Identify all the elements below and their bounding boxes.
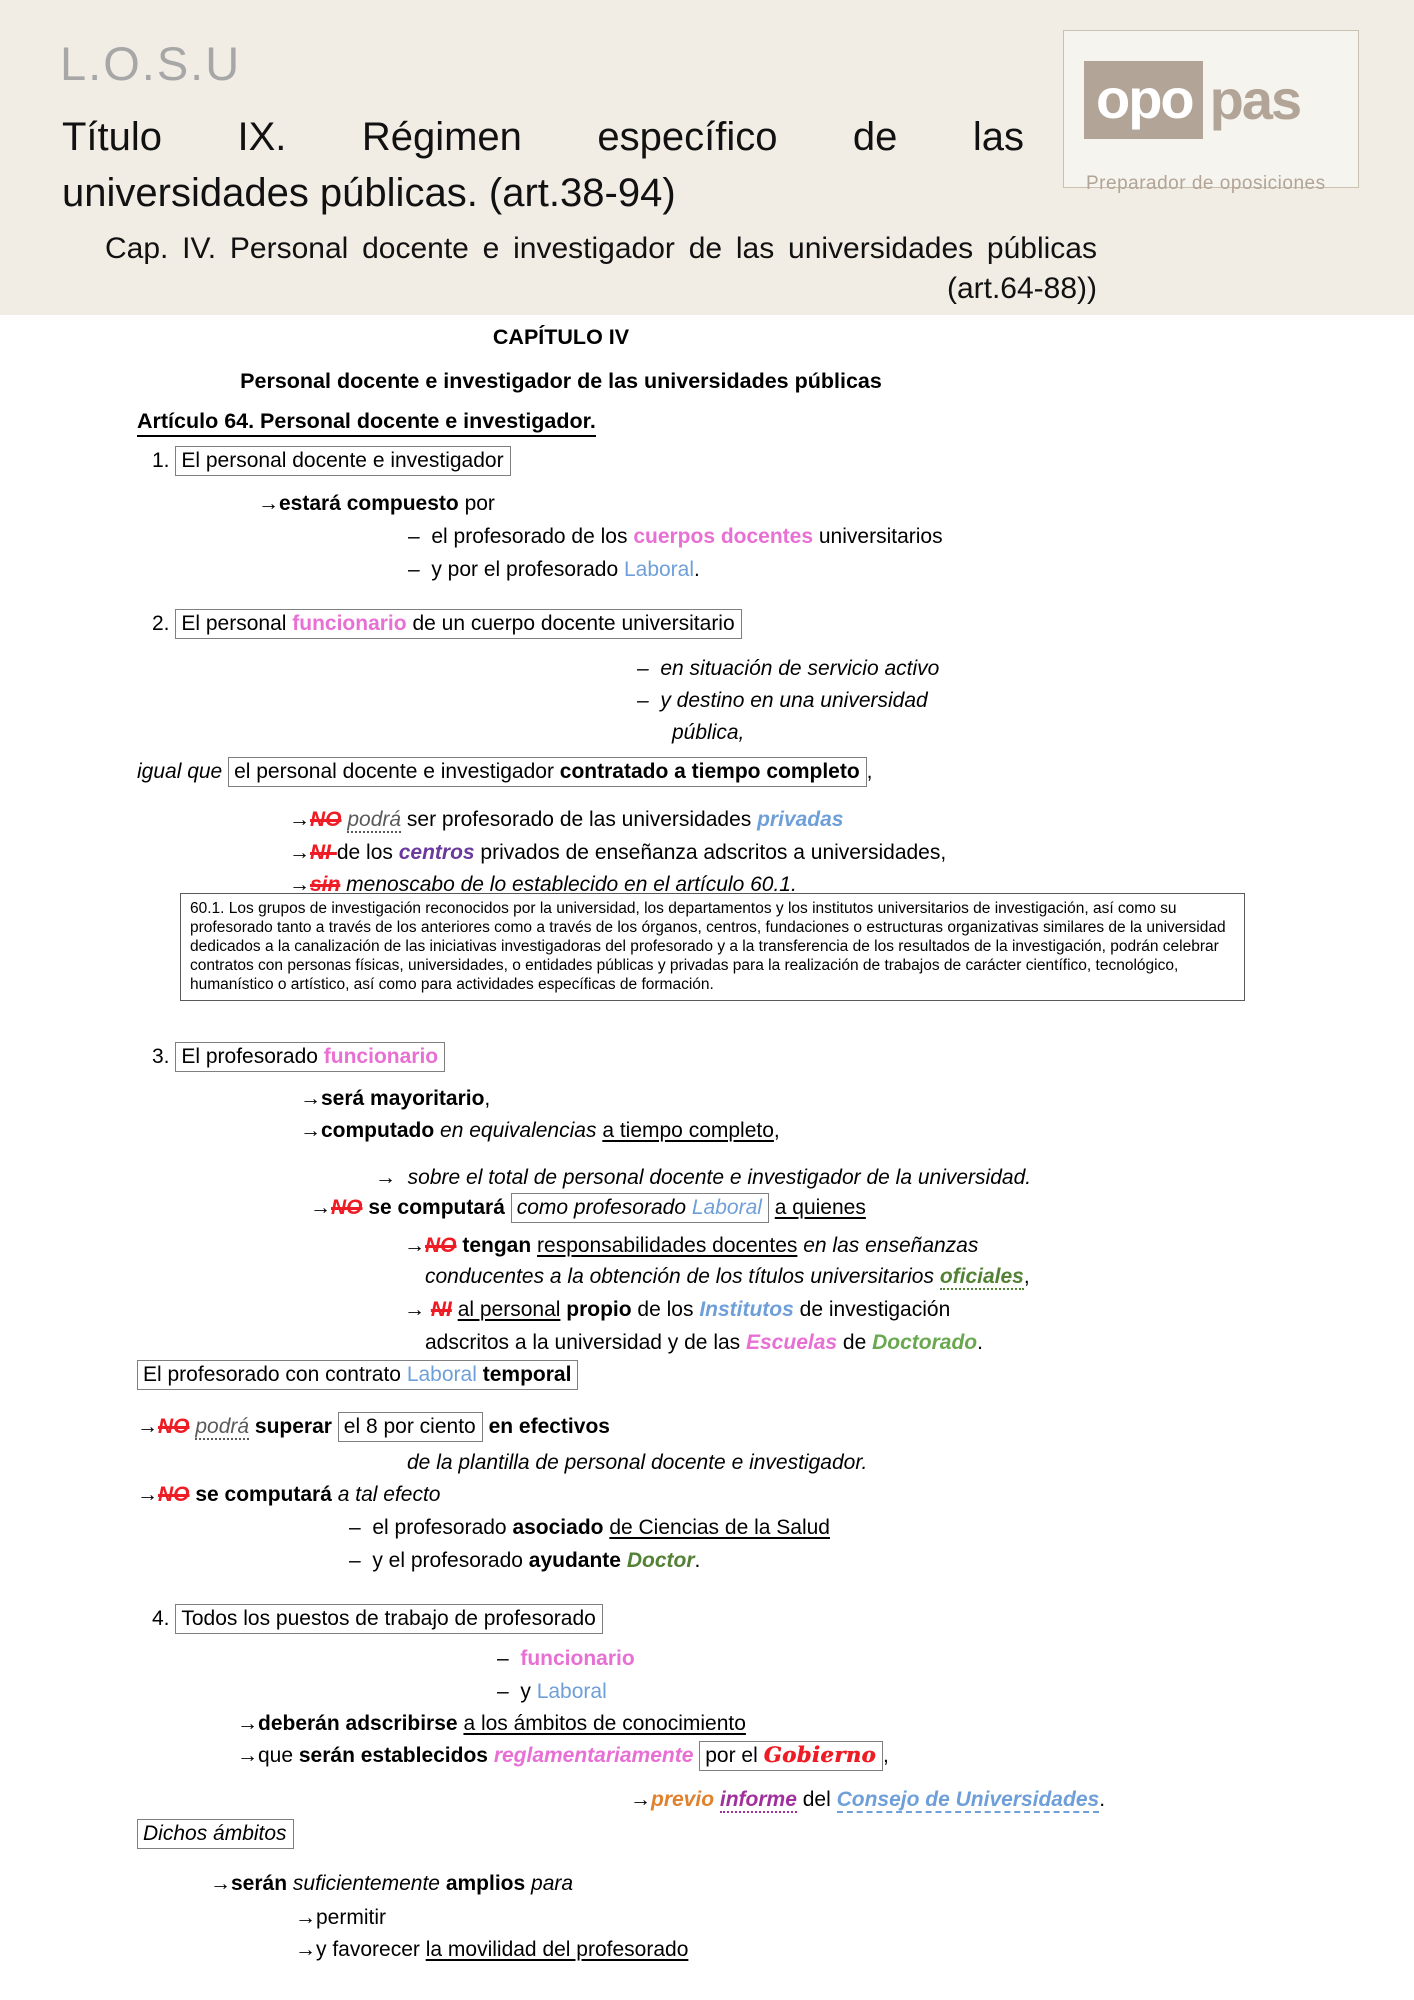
arrow-estara-compuesto xyxy=(258,490,495,517)
arrow-favorecer xyxy=(295,1936,688,1963)
article-heading: Artículo 64. Personal docente e investigador. xyxy=(137,409,596,437)
text-segment: . xyxy=(694,1549,701,1572)
line-publica xyxy=(672,719,744,746)
text-segment: del xyxy=(796,1788,837,1811)
text-segment: estará compuesto xyxy=(279,492,459,515)
chapter-heading: CAPÍTULO IV xyxy=(492,325,630,349)
arrow-no-privadas xyxy=(289,806,844,833)
text-segment: a tal efecto xyxy=(337,1483,441,1506)
text-segment: , xyxy=(773,1119,780,1142)
text-segment: →que xyxy=(237,1744,299,1767)
text-segment: ser profesorado de las universidades xyxy=(401,808,758,831)
text-segment: NI xyxy=(310,841,337,864)
item-1 xyxy=(152,447,511,474)
text-segment: – el profesorado de los xyxy=(408,525,634,548)
highlight-box xyxy=(137,1819,294,1849)
text-segment: en equivalencias xyxy=(440,1119,597,1142)
text-segment: NO xyxy=(158,1483,190,1506)
arrow-seran-amplios xyxy=(210,1870,573,1897)
text-segment: privados de enseñanza adscritos a universidades, xyxy=(474,841,947,864)
page-title-line-1: Título IX. Régimen específico de las xyxy=(62,115,1024,159)
text-segment: – y el profesorado xyxy=(349,1549,529,1572)
highlight-box xyxy=(137,1360,578,1390)
text-segment: como profesorado xyxy=(516,1196,692,1219)
text-segment: funcionario xyxy=(520,1647,635,1670)
chapter-subheading: Personal docente e investigador de las universidades públicas xyxy=(240,369,882,393)
text-segment: → xyxy=(258,492,279,515)
text-segment: contratado a tiempo completo xyxy=(559,760,860,783)
arrow-deberan-adscribirse xyxy=(237,1710,746,1737)
text-segment: →y favorecer xyxy=(295,1938,426,1961)
text-segment: Doctor xyxy=(626,1549,695,1572)
line-laboral-temporal xyxy=(137,1361,578,1388)
page-title-line-2: universidades públicas. (art.38-94) xyxy=(62,171,676,215)
text-segment: →permitir xyxy=(295,1906,387,1929)
text-segment: 3. xyxy=(152,1045,176,1068)
item-2 xyxy=(152,610,742,637)
highlight-box xyxy=(175,1604,602,1634)
text-segment xyxy=(714,1788,720,1811)
line-igual-que xyxy=(137,758,873,785)
highlight-box xyxy=(511,1193,769,1223)
text-segment: 2. xyxy=(152,612,176,635)
text-segment: → xyxy=(300,1087,321,1110)
arrow-permitir xyxy=(295,1904,386,1931)
text-segment: → xyxy=(137,1415,158,1438)
text-segment: → xyxy=(289,841,310,864)
text-segment: conducentes a la obtención de los títulos universitarios xyxy=(425,1265,940,1288)
arrow-ni-al-personal xyxy=(404,1296,950,1323)
dash-ayudante-doctor xyxy=(349,1547,700,1574)
text-segment: serán xyxy=(231,1872,288,1895)
text-segment: Consejo de Universidades xyxy=(836,1788,1100,1811)
text-segment: funcionario xyxy=(292,612,407,635)
text-segment: . xyxy=(1099,1788,1106,1811)
text-segment: – y xyxy=(497,1680,537,1703)
text-segment: el 8 por ciento xyxy=(343,1415,476,1438)
page-subtitle-line-1: Cap. IV. Personal docente e investigador de las universidades públicas xyxy=(105,232,1097,265)
text-segment: ayudante xyxy=(528,1549,621,1572)
text-segment: de Ciencias de la Salud xyxy=(609,1516,830,1539)
text-segment: asociado xyxy=(512,1516,604,1539)
text-segment: – y por el profesorado xyxy=(408,558,624,581)
text-segment: NO xyxy=(331,1196,363,1219)
item-4 xyxy=(152,1605,603,1632)
text-segment: funcionario xyxy=(323,1045,439,1068)
text-segment: Gobierno xyxy=(763,1742,876,1767)
text-segment: Doctorado xyxy=(872,1331,978,1354)
text-segment: adscritos a la universidad y de las xyxy=(425,1331,746,1354)
text-segment: – xyxy=(497,1647,521,1670)
text-segment: privadas xyxy=(757,808,844,831)
text-segment: previo xyxy=(651,1788,715,1811)
text-segment: El profesorado xyxy=(181,1045,324,1068)
text-segment: – el profesorado xyxy=(349,1516,513,1539)
text-segment: igual que xyxy=(137,760,229,783)
dash-y-laboral xyxy=(497,1678,607,1705)
text-segment: de los xyxy=(336,841,399,864)
text-segment: universitarios xyxy=(813,525,943,548)
text-segment: , xyxy=(484,1087,491,1110)
text-segment: Dichos ámbitos xyxy=(143,1822,287,1845)
text-segment: superar xyxy=(254,1415,332,1438)
arrow-previo-informe xyxy=(630,1786,1105,1813)
text-segment: El personal docente e investigador xyxy=(181,449,504,472)
text-segment xyxy=(332,1415,338,1438)
line-dichos-ambitos xyxy=(137,1820,294,1847)
text-segment: se computará xyxy=(368,1196,505,1219)
arrow-computado xyxy=(300,1117,780,1144)
dash-cuerpos-docentes xyxy=(408,523,943,550)
page-header xyxy=(0,0,1414,315)
dash-destino xyxy=(637,687,928,714)
arrow-ni-centros xyxy=(289,839,946,866)
text-segment: pública, xyxy=(672,721,745,744)
text-segment: – y destino en una universidad xyxy=(637,689,928,712)
text-segment: menoscabo de lo establecido en el artículo 60.1. xyxy=(340,873,797,896)
text-segment: serán establecidos xyxy=(298,1744,488,1767)
text-segment: Todos los puestos de trabajo de profesorado xyxy=(181,1607,596,1630)
text-segment: Escuelas xyxy=(746,1331,838,1354)
dash-asociado xyxy=(349,1514,830,1541)
text-segment: → xyxy=(137,1483,158,1506)
text-segment: NO xyxy=(158,1415,190,1438)
text-segment: la movilidad del profesorado xyxy=(425,1938,689,1961)
line-conducentes xyxy=(425,1263,1030,1290)
text-segment xyxy=(505,1196,511,1219)
text-segment: Laboral xyxy=(536,1680,607,1703)
highlight-box xyxy=(175,1042,445,1072)
text-segment: El personal xyxy=(181,612,293,635)
text-segment: computado xyxy=(321,1119,435,1142)
text-segment: de investigación xyxy=(793,1298,951,1321)
text-segment: Laboral xyxy=(623,558,695,581)
logo-pas-text: pas xyxy=(1209,68,1301,131)
arrow-no-superar xyxy=(137,1413,610,1440)
text-segment: de xyxy=(837,1331,873,1354)
text-segment: cuerpos docentes xyxy=(633,525,814,548)
text-segment: propio xyxy=(566,1298,632,1321)
arrow-no-se-computara xyxy=(310,1194,866,1221)
logo-tagline: Preparador de oposiciones xyxy=(1086,173,1326,194)
text-segment: a quienes xyxy=(774,1196,866,1219)
text-segment: Laboral xyxy=(406,1363,477,1386)
text-segment: → xyxy=(289,873,310,896)
opopas-logo-wordmark xyxy=(1084,61,1300,139)
text-segment: – en situación de servicio activo xyxy=(637,657,940,680)
text-segment: se computará xyxy=(195,1483,332,1506)
arrow-no-computara-efecto xyxy=(137,1481,440,1508)
text-segment: de los xyxy=(631,1298,700,1321)
text-segment: oficiales xyxy=(939,1265,1024,1288)
text-segment: . xyxy=(694,558,700,581)
text-segment: informe xyxy=(719,1788,797,1811)
text-segment: al personal xyxy=(457,1298,561,1321)
text-segment: → xyxy=(310,1196,331,1219)
text-segment: en las enseñanzas xyxy=(803,1234,979,1257)
text-segment: → xyxy=(404,1234,425,1257)
logo-opo-text: opo xyxy=(1084,61,1203,139)
text-segment: → xyxy=(300,1119,321,1142)
text-segment: 1. xyxy=(152,449,176,472)
dash-laboral xyxy=(408,556,700,583)
text-segment: en efectivos xyxy=(488,1415,610,1438)
text-segment: a los ámbitos de conocimiento xyxy=(463,1712,746,1735)
line-de-la-plantilla xyxy=(407,1449,867,1476)
text-segment: podrá xyxy=(195,1415,250,1438)
note-60-1 xyxy=(180,893,1245,1001)
text-segment: centros xyxy=(398,841,475,864)
text-segment: 4. xyxy=(152,1607,176,1630)
text-segment: amplios xyxy=(445,1872,526,1895)
text-segment: 60.1. Los grupos de investigación reconocidos por la universidad, los departamentos y los institutos universitarios de investigación, así como su profesorado tanto a través de los anteriores como a través de los órganos, centros, fundaciones o estructuras organizativas similares de la universidad dedicados a la canalización de las iniciativas investigadoras del profesorado y a la transferencia de los resultados de la investigación, podrán celebrar contratos con personas físicas, universidades, o entidades públicas y privadas para la realización de trabajos de carácter científico, tecnológico, humanístico o artístico, así como para actividades específicas de formación. xyxy=(190,900,1226,993)
dash-servicio-activo xyxy=(637,655,939,682)
highlight-box xyxy=(228,757,867,787)
text-segment: el personal docente e investigador xyxy=(234,760,560,783)
highlight-box xyxy=(175,446,510,476)
text-segment: suficientemente xyxy=(292,1872,440,1895)
text-segment: deberán adscribirse xyxy=(258,1712,458,1735)
text-segment: NI xyxy=(430,1298,452,1321)
text-segment: NO xyxy=(425,1234,457,1257)
highlight-box xyxy=(175,609,741,639)
text-segment: → xyxy=(404,1298,431,1321)
text-segment: . xyxy=(977,1331,983,1354)
text-segment: tengan xyxy=(462,1234,532,1257)
line-adscritos xyxy=(425,1329,983,1356)
text-segment: → xyxy=(237,1712,258,1735)
text-segment: Laboral xyxy=(691,1196,762,1219)
text-segment: de la plantilla de personal docente e investigador. xyxy=(407,1451,868,1474)
text-segment: de un cuerpo docente universitario xyxy=(406,612,735,635)
text-segment: para xyxy=(531,1872,574,1895)
text-segment: por el xyxy=(705,1744,764,1767)
opopas-logo xyxy=(1063,30,1359,194)
text-segment: temporal xyxy=(482,1363,572,1386)
text-segment: → xyxy=(630,1788,651,1811)
text-segment: reglamentariamente xyxy=(493,1744,694,1767)
text-segment: → xyxy=(210,1872,231,1895)
text-segment: , xyxy=(882,1744,889,1767)
highlight-box xyxy=(338,1412,483,1442)
text-segment: podrá xyxy=(347,808,402,831)
arrow-sobre-el-total xyxy=(375,1164,1031,1191)
text-segment: por xyxy=(458,492,495,515)
text-segment: NO xyxy=(310,808,342,831)
text-segment: a tiempo completo xyxy=(602,1119,774,1142)
brand-watermark: L.O.S.U xyxy=(60,37,242,90)
text-segment: , xyxy=(866,760,873,783)
item-3 xyxy=(152,1043,445,1070)
text-segment: sin xyxy=(310,873,341,896)
arrow-seran-establecidos xyxy=(237,1741,889,1769)
page-subtitle-line-2: (art.64-88)) xyxy=(946,272,1097,305)
text-segment: El profesorado con contrato xyxy=(143,1363,407,1386)
text-segment: será mayoritario xyxy=(321,1087,485,1110)
arrow-sera-mayoritario xyxy=(300,1085,490,1112)
text-segment: sobre el total de personal docente e investigador de la universidad. xyxy=(407,1166,1032,1189)
text-segment: , xyxy=(1023,1265,1030,1288)
highlight-box xyxy=(699,1741,883,1771)
text-segment: Institutos xyxy=(699,1298,794,1321)
text-segment: → xyxy=(289,808,310,831)
dash-funcionario xyxy=(497,1645,635,1672)
text-segment: → xyxy=(375,1166,408,1189)
text-segment: responsabilidades docentes xyxy=(537,1234,798,1257)
arrow-no-tengan xyxy=(404,1232,978,1259)
